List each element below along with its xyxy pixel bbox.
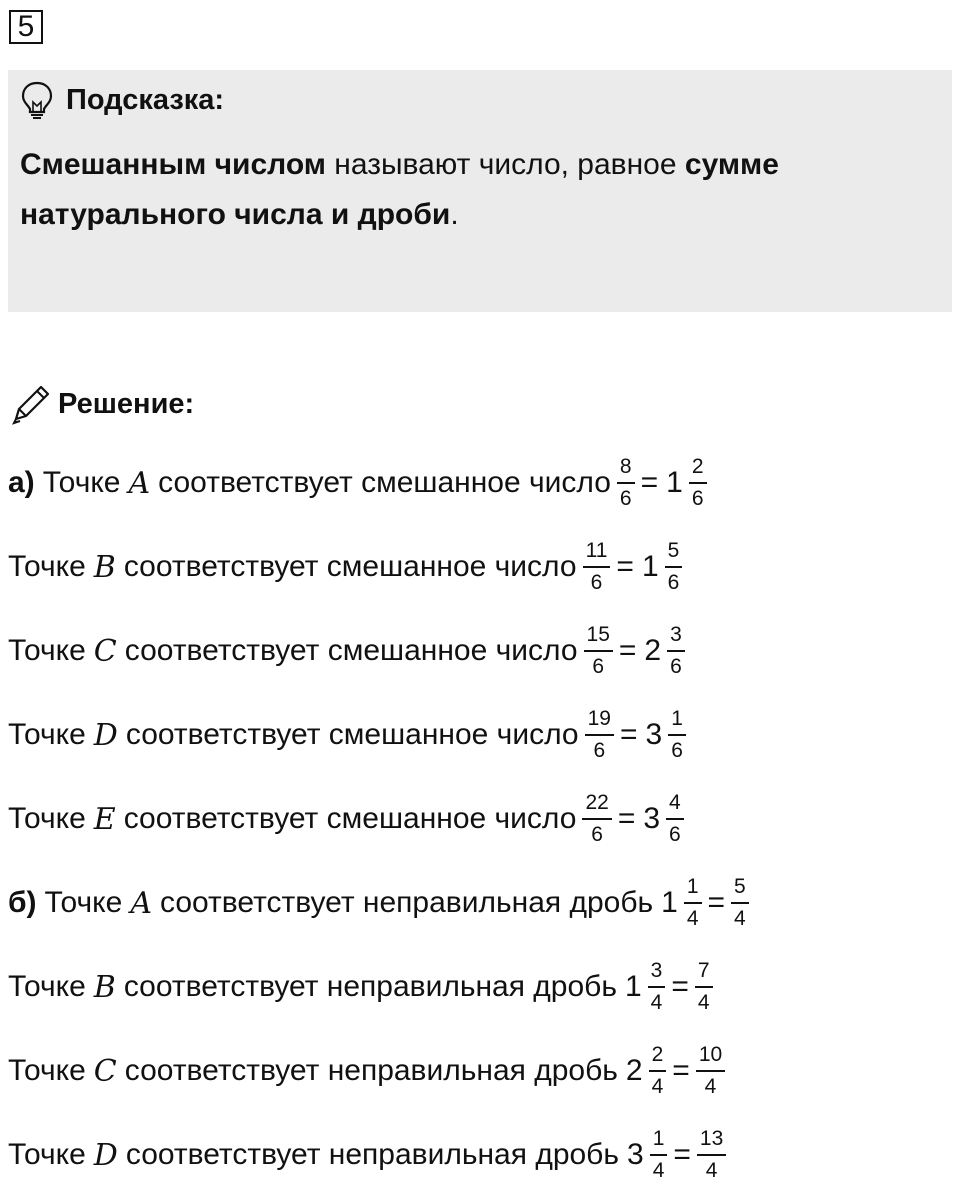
solution-line-b4: Точке D соответствует неправильная дробь 3 $\frac{1}{4}$ = $\frac{13}{4}$ [8,1127,732,1183]
pencil-icon [10,383,52,425]
fraction: $\frac{5}{4}$ [731,875,749,931]
fraction: $\frac{3}{6}$ [667,623,685,679]
fraction: $\frac{3}{4}$ [648,959,666,1015]
fraction: $\frac{2}{6}$ [689,455,707,511]
task-number: 5 [9,10,43,44]
hint-line-1: Смешанным числом называют число, равное сумме [20,148,779,181]
fraction: $\frac{11}{6}$ [583,539,611,595]
solution-line-a2: Точке B соответствует смешанное число $\frac{11}{6}$ = 1 $\frac{5}{6}$ [8,539,688,595]
lightbulb-icon [20,80,54,120]
solution-line-a1: а) Точке A соответствует смешанное число $\frac{8}{6}$ = 1 $\frac{2}{6}$ [8,455,713,511]
hint-header [20,80,224,120]
solution-line-b1: б) Точке A соответствует неправильная дробь 1 $\frac{1}{4}$ = $\frac{5}{4}$ [8,875,755,931]
solution-line-a5: Точке E соответствует смешанное число $\frac{22}{6}$ = 3 $\frac{4}{6}$ [8,791,690,847]
fraction: $\frac{22}{6}$ [582,791,611,847]
solution-line-a4: Точке D соответствует смешанное число $\frac{19}{6}$ = 3 $\frac{1}{6}$ [8,707,692,763]
fraction: $\frac{1}{4}$ [684,875,702,931]
fraction: $\frac{8}{6}$ [617,455,635,511]
fraction: $\frac{10}{4}$ [696,1043,725,1099]
hint-text [20,140,920,240]
fraction: $\frac{7}{4}$ [695,959,713,1015]
hint-line-2: натурального числа и дроби. [20,198,459,231]
solution-title: Решение: [58,387,195,420]
solution-line-a3: Точке C соответствует смешанное число $\frac{15}{6}$ = 2 $\frac{3}{6}$ [8,623,691,679]
fraction: $\frac{2}{4}$ [649,1043,667,1099]
fraction: $\frac{4}{6}$ [666,791,684,847]
solution-line-b2: Точке B соответствует неправильная дробь 1 $\frac{3}{4}$ = $\frac{7}{4}$ [8,959,719,1015]
fraction: $\frac{1}{4}$ [650,1127,668,1183]
solution-header [10,383,194,425]
fraction: $\frac{5}{6}$ [665,539,683,595]
fraction: $\frac{15}{6}$ [584,623,613,679]
solution-line-b3: Точке C соответствует неправильная дробь 2 $\frac{2}{4}$ = $\frac{10}{4}$ [8,1043,731,1099]
fraction: $\frac{19}{6}$ [585,707,614,763]
hint-box [8,70,952,312]
hint-title: Подсказка: [66,83,225,116]
fraction: $\frac{13}{4}$ [697,1127,726,1183]
fraction: $\frac{1}{6}$ [668,707,686,763]
